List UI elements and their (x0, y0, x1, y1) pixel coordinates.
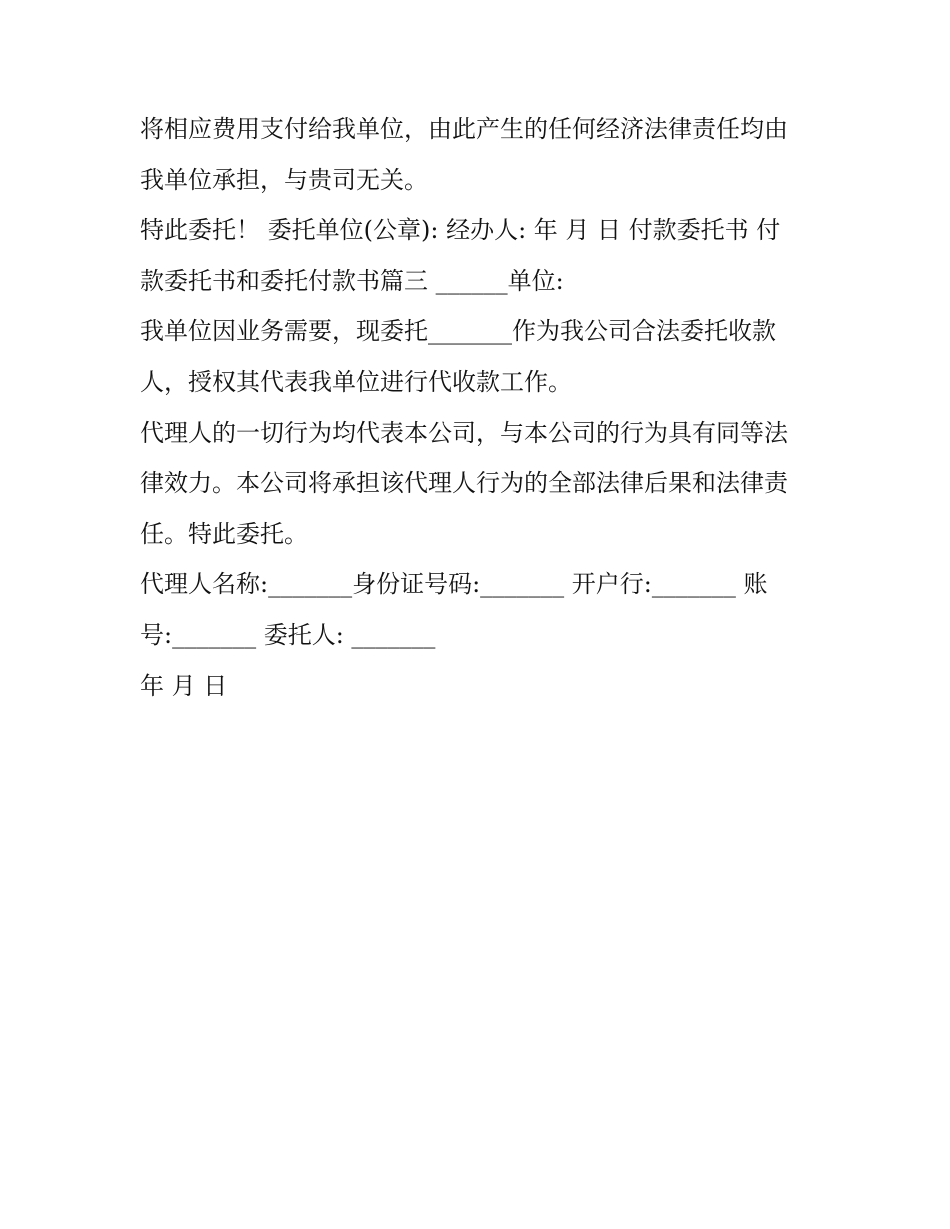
body-line: 代理人名称:_______身份证号码:_______ 开户行:_______ 账 (140, 570, 768, 599)
body-line: 特此委托！ 委托单位(公章): 经办人: 年 月 日 付款委托书 付 (140, 216, 781, 245)
body-line: 号:_______ 委托人: _______ (140, 620, 436, 649)
body-line: 我单位承担，与贵司无关。 (140, 165, 428, 194)
body-line: 律效力。本公司将承担该代理人行为的全部法律后果和法律责 (140, 469, 788, 498)
body-line: 代理人的一切行为均代表本公司，与本公司的行为具有同等法 (140, 418, 788, 447)
body-line: 我单位因业务需要，现委托_______作为我公司合法委托收款 (140, 317, 776, 346)
body-line: 任。特此委托。 (140, 519, 308, 548)
document-body (140, 104, 820, 711)
body-line: 款委托书和委托付款书篇三 ______单位: (140, 266, 564, 295)
body-line: 人，授权其代表我单位进行代收款工作。 (140, 367, 572, 396)
body-line: 将相应费用支付给我单位，由此产生的任何经济法律责任均由 (140, 115, 788, 143)
date-line: 年 月 日 (140, 671, 228, 700)
